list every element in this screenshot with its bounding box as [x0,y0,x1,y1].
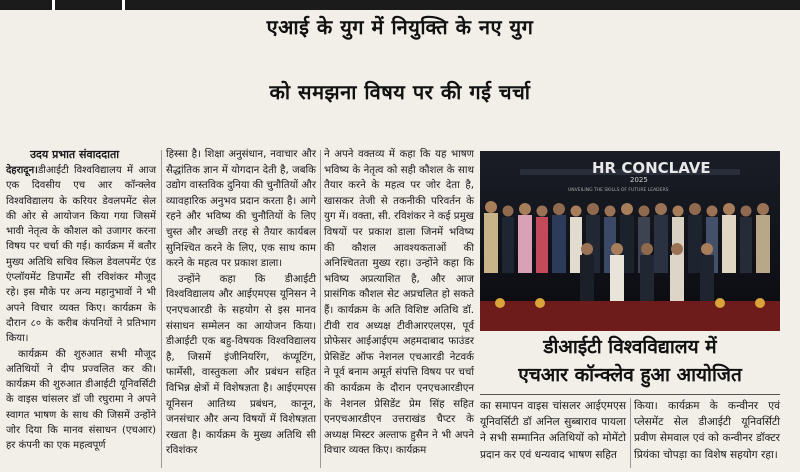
paragraph: उन्होंने कहा कि डीआईटी विश्वविद्यालय और आईएमएस यूनिसन ने एनएचआरडी के सहयोग से इस मानव संसाधन सम्मेलन का आयोजन किया। डीआईटी एक बहु-विषयक विश्वविद्यालय है, जिसमें इंजीनियरिंग, कंप्यूटिंग, फार्मेसी, वास्तुकला और प्रबंधन सहित विभिन्न क्षेत्रों में विशेषज्ञता है। आईएमएस यूनिसन आतिथ्य प्रबंधन, कानून, जनसंचार और अन्य विषयों में विशेषज्ञता रखता है। कार्यक्रम के मुख्य अतिथि सी रविशंकर [166,273,316,457]
banner-year: 2025 [630,176,648,184]
article-column-1 [6,163,156,454]
banner-title: HR CONCLAVE [592,159,711,177]
group-back-row [484,201,770,273]
headline-line-1: एआई के युग में नियुक्ति के नए युग [266,15,534,39]
article-column-4 [480,398,626,463]
paragraph-text: डीआईटी विश्वविद्यालय में आज एक दिवसीय एच आर कॉन्क्लेव विश्वविद्यालय के करियर डेवलपमेंट सेल की ओर से आयोजन किया गया जिसमें भावी नेतृत्व के कौशल को उजागर करना विषय पर चर्चा की गई। कार्यक्रम में बतौर मुख्य अतिथि सचिव स्किल डेवलपमेंट एंड एंप्लॉयमेंट डिपार्मेंट सी रविशंकर मौजूद रहे। इस मौके पर अन्य महानुभावों ने भी अपने विचार व्यक्त किए। कार्यक्रम के दौरान ८० के करीब कंपनियों ने प्रतिभाग किया। [6,165,156,345]
photo-caption-line-1: डीआईटी विश्वविद्यालय में [543,336,717,358]
article-column-5 [634,398,780,463]
dateline: देहरादून। [6,165,38,176]
paragraph: कार्यक्रम की शुरुआत सभी मौजूद अतिथियों ने दीप प्रज्वलित कर की। कार्यक्रम की शुरुआत डीआईटी यूनिवर्सिटी के वाइस चांसलर डॉ जी रघुरामा ने अपने स्वागत भाषण के साथ की जिसमें उन्होंने जोर दिया कि मानव संसाधन (एचआर) हर कंपनी का एक महत्वपूर्ण [6,348,156,452]
photo-caption-line-2: एचआर कॉन्क्लेव हुआ आयोजित [518,364,742,386]
column-divider [630,398,631,468]
byline: उदय प्रभात संवाददाता [30,148,120,161]
paragraph: किया। कार्यक्रम के कन्वीनर एवं प्लेसमेंट सेल डीआईटी यूनिवर्सिटी प्रवीण सेमवाल एवं को कन्वीनर डॉक्टर प्रियंका चोपड़ा का विशेष सहयोग रहा। [634,400,780,461]
caption-rule [480,394,780,395]
column-divider [161,150,162,468]
headline-line-2: को समझना विषय पर की गई चर्चा [269,80,531,104]
column-divider [320,150,321,468]
article-column-3 [324,147,474,459]
paragraph: ने अपने वक्तव्य में कहा कि यह भाषण भविष्य के नेतृत्व को सही कौशल के साथ तैयार करने के महत्व पर जोर देता है, खासकर तेजी से तकनीकी परिवर्तन के युग में। वक्ता, सी. रविशंकर ने कई प्रमुख विषयों पर प्रकाश डाला जिनमें भविष्य की कौशल आवश्यकताओं की अनिश्चितता मुख्य रहा। उन्होंने कहा कि भविष्य अप्रत्याशित है, और आज प्रासंगिक कौशल सेट अप्रचलित हो सकते हैं। कार्यक्रम के अति विशिष्ट अतिथि डॉ. टीवी राव अध्यक्ष टीवीआरएलएस, पूर्व प्रोफेसर आईआईएम अहमदाबाद फाउंडर प्रेसिडेंट ऑफ नेशनल एचआरडी नेटवर्क ने पूर्व बनाम अमूर्त संपत्ति विषय पर चर्चा की कार्यक्रम के दौरान एनएचआरडीएन के नेशनल प्रेसिडेंट प्रेम सिंह सहित एनएचआरडीएन उत्तराखंड चैप्टर के अध्यक्ष मिस्टर अल्ताफ हुसैन ने भी अपने विचार व्यक्त किए। कार्यक्रम [324,149,474,457]
paragraph: हिस्सा है। शिक्षा अनुसंधान, नवाचार और सैद्धांतिक ज्ञान में योगदान देती है, जबकि उद्योग वास्तविक दुनिया की चुनौतियों और व्यावहारिक अनुभव प्रदान करता है। आगे रहने और भविष्य की चुनौतियों के लिए चुस्त और अच्छी तरह से तैयार कार्यबल सुनिश्चित करने के लिए, एक साथ काम करने के महत्व पर प्रकाश डाला। [166,149,316,270]
stage-photo-illustration [480,151,780,331]
stage-floor [480,301,780,331]
banner-subtitle: UNVEILING THE SKILLS OF FUTURE LEADERS [568,188,669,193]
top-masthead-band [0,0,800,10]
paragraph: का समापन वाइस चांसलर आईएमएस यूनिवर्सिटी डॉ अनिल सुब्बाराव पायला ने सभी सम्मानित अतिथियों को मोमेंटो प्रदान कर एवं धन्यवाद भाषण सहित [480,400,626,461]
paragraph [6,163,156,347]
event-photo [480,151,780,331]
masthead-divider [122,0,125,10]
article-column-2 [166,147,316,459]
masthead-divider [52,0,55,10]
